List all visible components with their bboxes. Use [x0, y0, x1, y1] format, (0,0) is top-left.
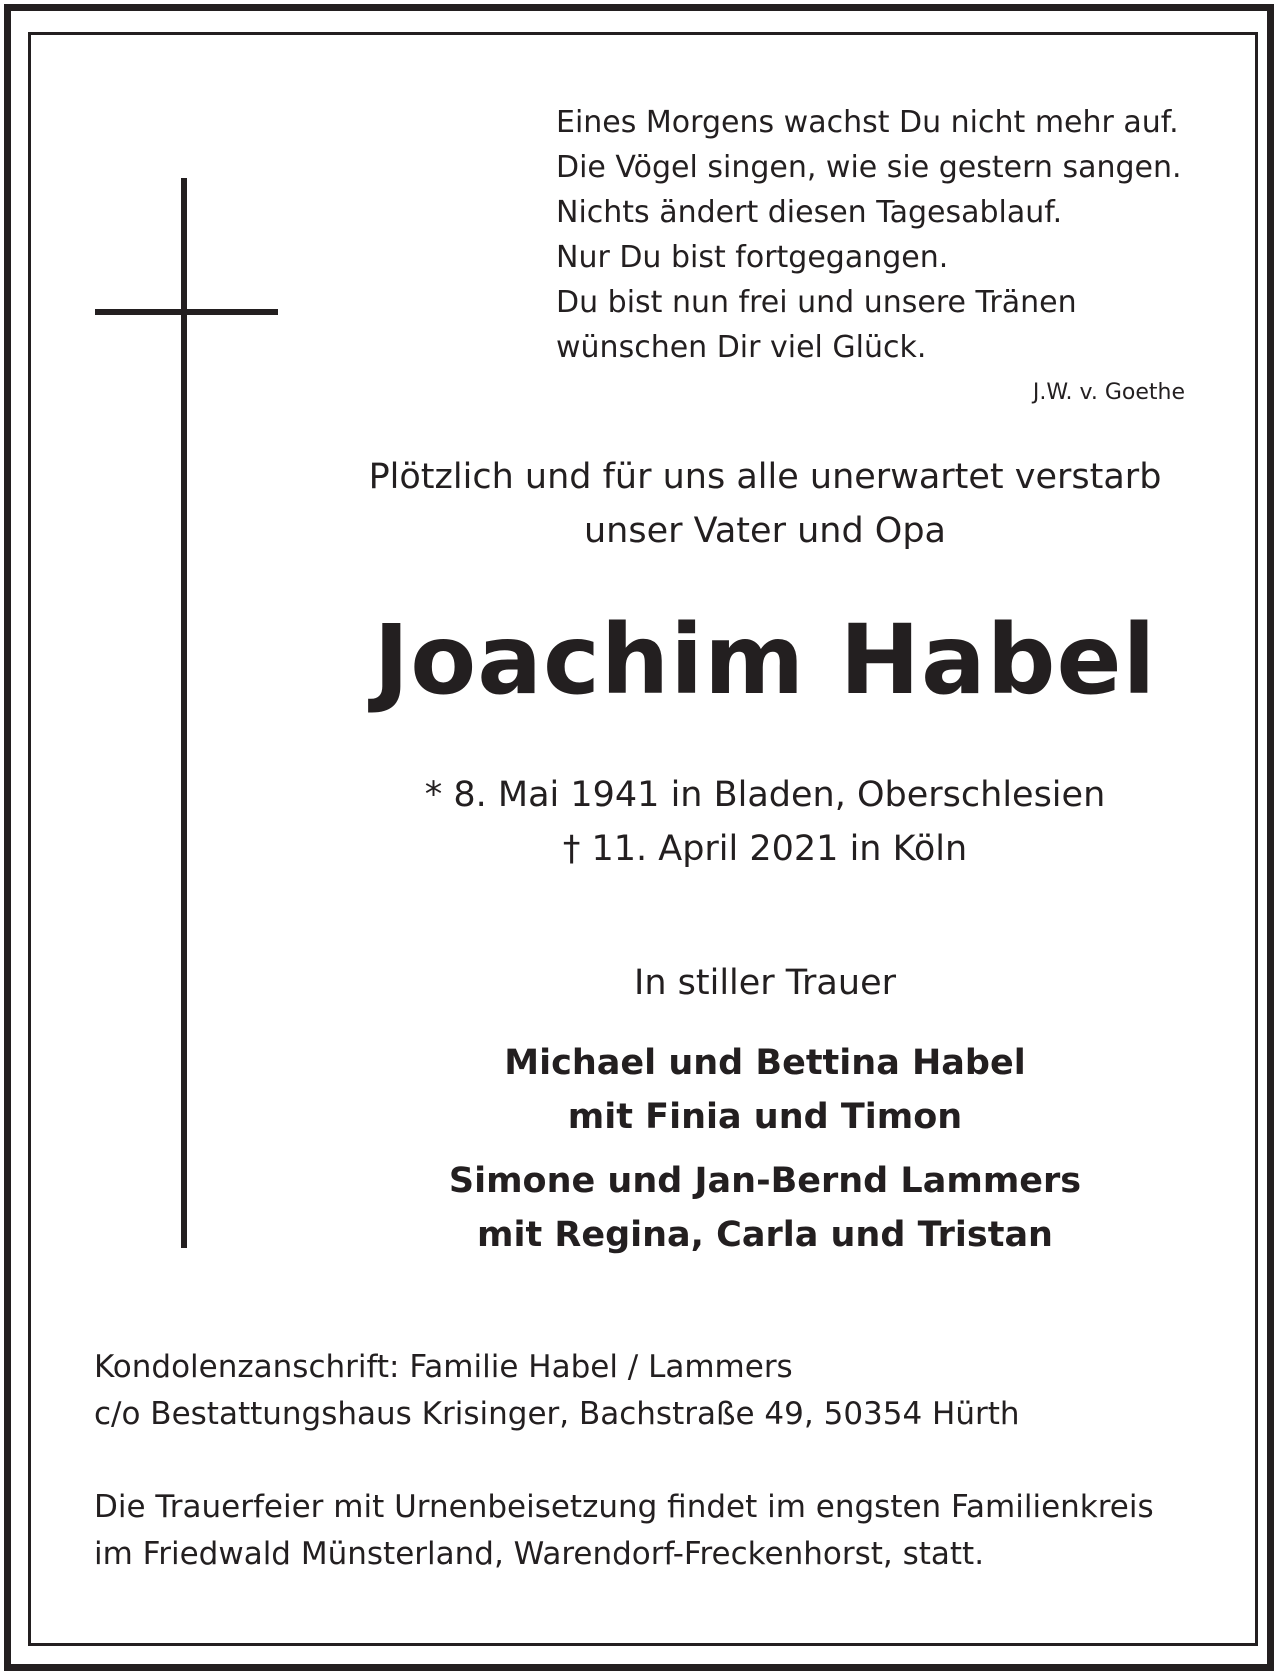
death-date: † 11. April 2021 in Köln — [562, 829, 968, 869]
cross-horizontal-bar — [95, 309, 278, 315]
intro-line: unser Vater und Opa — [583, 511, 946, 551]
cross-vertical-bar — [181, 178, 187, 1248]
mourner-names: Simone und Jan-Bernd Lammers — [448, 1161, 1082, 1201]
condolence-line: Kondolenzanschrift: Familie Habel / Lammers — [94, 1349, 793, 1385]
mourner-group — [330, 1036, 1200, 1144]
mourning-phrase: In stiller Trauer — [634, 963, 896, 1003]
mourners-list — [330, 1036, 1200, 1272]
mourner-names: Michael und Bettina Habel — [504, 1043, 1026, 1083]
condolence-line: c/o Bestattungshaus Krisinger, Bachstraße 49, 50354 Hürth — [94, 1396, 1020, 1432]
announcement-intro — [330, 450, 1200, 558]
poem-line: Du bist nun frei und unsere Tränen — [556, 285, 1077, 320]
poem-line: wünschen Dir viel Glück. — [556, 330, 927, 365]
deceased-name: Joachim Habel — [373, 604, 1157, 716]
mourner-children: mit Finia und Timon — [567, 1097, 963, 1137]
mourner-group — [330, 1154, 1200, 1262]
poem-line: Die Vögel singen, wie sie gestern sangen. — [556, 150, 1182, 185]
birth-date: * 8. Mai 1941 in Bladen, Oberschlesien — [424, 775, 1106, 815]
ceremony-line: im Friedwald Münsterland, Warendorf-Freckenhorst, statt. — [94, 1536, 985, 1572]
poem — [556, 100, 1196, 370]
life-dates — [330, 768, 1200, 876]
condolence-address — [94, 1344, 1214, 1438]
ceremony-note — [94, 1484, 1214, 1578]
poem-line: Eines Morgens wachst Du nicht mehr auf. — [556, 105, 1179, 140]
intro-line: Plötzlich und für uns alle unerwartet verstarb — [368, 457, 1162, 497]
poem-line: Nur Du bist fortgegangen. — [556, 240, 949, 275]
poem-line: Nichts ändert diesen Tagesablauf. — [556, 195, 1063, 230]
ceremony-line: Die Trauerfeier mit Urnenbeisetzung findet im engsten Familienkreis — [94, 1489, 1154, 1525]
poem-author: J.W. v. Goethe — [1032, 380, 1185, 405]
mourner-children: mit Regina, Carla und Tristan — [477, 1215, 1053, 1255]
